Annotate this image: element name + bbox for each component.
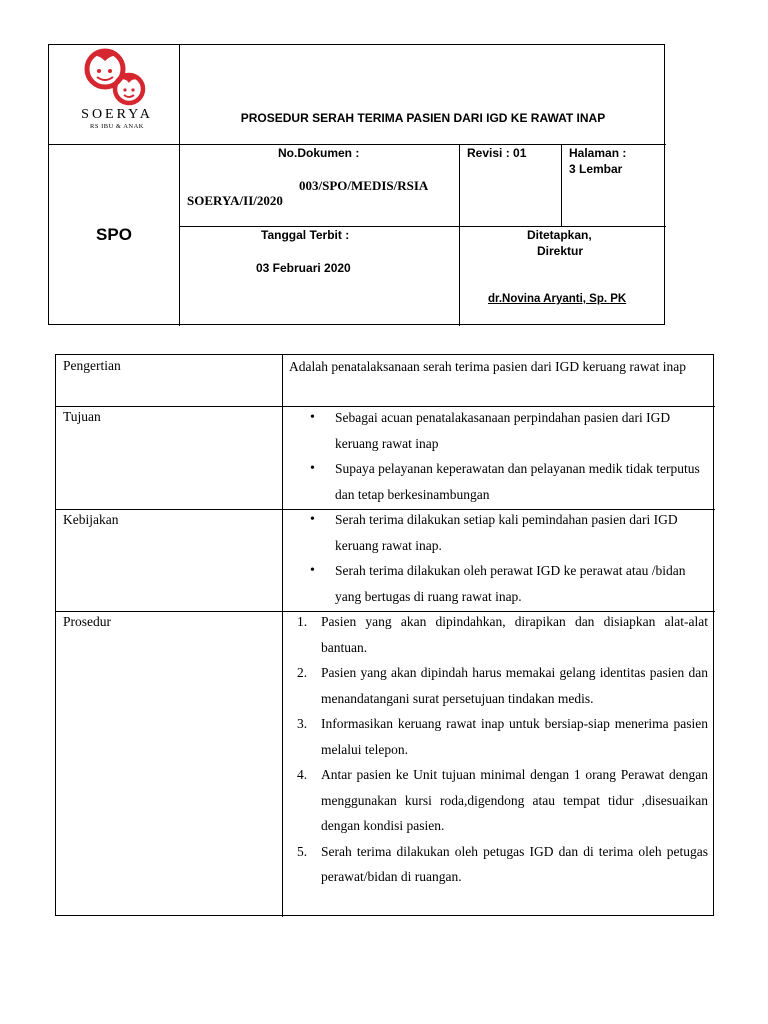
step-number: 5. (297, 843, 308, 859)
logo-subtitle-text: RS IBU & ANAK (90, 123, 144, 130)
spo-label: SPO (96, 225, 132, 244)
prosedur-steps (283, 609, 708, 890)
pengertian-text: Adalah penatalaksanaan serah terima pasien dari IGD keruang rawat inap (289, 359, 686, 374)
header-divider-vertical-1 (179, 45, 180, 326)
mother-child-logo-icon (77, 47, 157, 109)
kebijakan-list (283, 507, 708, 609)
tujuan-item: • Sebagai acuan penatalakasanaan perpindahan pasien dari IGD keruang rawat inap (283, 405, 708, 456)
step-text: Informasikan keruang rawat inap untuk bersiap-siap menerima pasien melalui telepon. (321, 716, 708, 757)
page-count-label: Halaman : (569, 146, 627, 160)
step-number: 3. (297, 716, 308, 731)
step-number: 4. (297, 767, 308, 782)
approver-name: dr.Novina Aryanti, Sp. PK (488, 293, 627, 305)
step-number: 2. (297, 665, 308, 680)
prosedur-step (283, 660, 708, 711)
page-count-value: 3 Lembar (569, 162, 623, 176)
prosedur-step (283, 839, 708, 890)
section-label-kebijakan: Kebijakan (63, 512, 119, 527)
approver-title: Direktur (537, 244, 584, 258)
doc-number-line-1: 003/SPO/MEDIS/RSIA (299, 178, 429, 193)
tujuan-item: • Supaya pelayanan keperawatan dan pelayanan medik tidak terputus dan tetap berkesinambungan (283, 456, 708, 507)
step-text: Antar pasien ke Unit tujuan minimal dengan 1 orang Perawat dengan menggunakan kursi roda,digendong atau tempat tidur ,disesuaikan dengan kondisi pasien. (321, 767, 708, 833)
document-title: PROSEDUR SERAH TERIMA PASIEN DARI IGD KE RAWAT INAP (240, 111, 606, 125)
header-divider-vertical-2 (459, 144, 460, 326)
tujuan-list (283, 405, 708, 507)
hospital-logo (77, 47, 157, 139)
doc-number-line-2: SOERYA/II/2020 (187, 193, 283, 208)
header-divider-horizontal-2 (179, 226, 666, 227)
step-text: Pasien yang akan dipindahkan, dirapikan dan disiapkan alat-alat bantuan. (321, 614, 708, 655)
prosedur-step (283, 609, 708, 660)
section-label-prosedur: Prosedur (63, 614, 111, 629)
prosedur-step (283, 762, 708, 839)
header-divider-horizontal-1 (49, 144, 666, 145)
logo-brand-text: SOERYA (81, 107, 153, 122)
step-number: 1. (297, 614, 308, 629)
step-text: Serah terima dilakukan oleh petugas IGD dan di terima oleh petugas perawat/bidan di ruangan. (321, 843, 708, 884)
document-header-table (48, 44, 665, 325)
revision-number: Revisi : 01 (467, 146, 527, 160)
kebijakan-item: • Serah terima dilakukan oleh perawat IGD ke perawat atau /bidan yang bertugas di ruang rawat inap. (283, 558, 708, 609)
doc-number-label: No.Dokumen : (278, 146, 360, 160)
procedure-content-table (55, 354, 714, 916)
section-label-pengertian: Pengertian (63, 358, 121, 373)
issue-date-value: 03 Februari 2020 (256, 261, 351, 275)
approved-label: Ditetapkan, (527, 228, 592, 242)
prosedur-step (283, 711, 708, 762)
header-divider-vertical-3 (561, 144, 562, 226)
kebijakan-item: • Serah terima dilakukan setiap kali pemindahan pasien dari IGD keruang rawat inap. (283, 507, 708, 558)
issue-date-label: Tanggal Terbit : (261, 228, 350, 242)
step-text: Pasien yang akan dipindah harus memakai gelang identitas pasien dan menandatangani surat persetujuan tindakan medis. (321, 665, 708, 706)
section-label-tujuan: Tujuan (63, 409, 101, 424)
